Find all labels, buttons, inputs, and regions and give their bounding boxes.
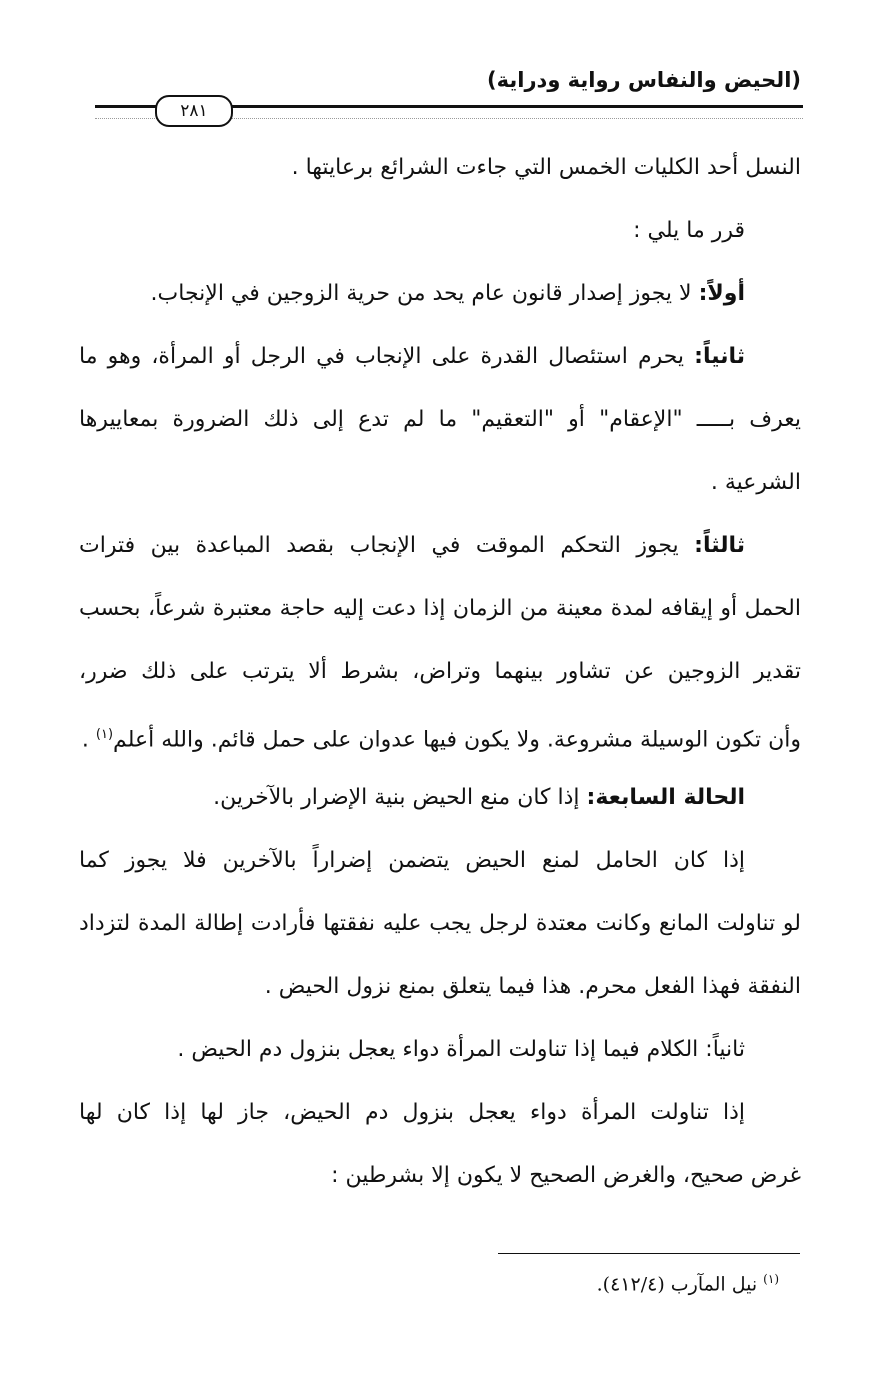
- item-label-first: أولاً:: [698, 281, 745, 306]
- item-label-second: ثانياً:: [694, 344, 745, 369]
- text-line-5: يعرف بـــــ "الإعقام" أو "التعقيم" ما لم تدع إلى ذلك الضرورة بمعاييرها: [79, 407, 801, 432]
- text-line-1: النسل أحد الكليات الخمس التي جاءت الشرائع برعايتها .: [291, 155, 801, 180]
- text-line-11: الحالة السابعة: إذا كان منع الحيض بنية الإضرار بالآخرين.: [213, 785, 745, 810]
- body-text: [79, 140, 801, 1211]
- text-line-2: قرر ما يلي :: [633, 218, 745, 243]
- text-line-16: إذا تناولت المرأة دواء يعجل بنزول دم الحيض، جاز لها إذا كان لها: [79, 1100, 745, 1125]
- text-line-15: ثانياً: الكلام فيما إذا تناولت المرأة دواء يعجل بنزول دم الحيض .: [177, 1037, 745, 1062]
- footnote-separator: [498, 1253, 800, 1254]
- footnote-marker: (١): [763, 1272, 779, 1286]
- text-line-14: النفقة فهذا الفعل محرم. هذا فيما يتعلق بمنع نزول الحيض .: [264, 974, 801, 999]
- text-line-10: وأن تكون الوسيلة مشروعة. ولا يكون فيها عدوان على حمل قائم. والله أعلم$^{(١)}$ .: [81, 727, 801, 753]
- text-line-13: لو تناولت المانع وكانت معتدة لرجل يجب عليه نفقتها فأرادت إطالة المدة لتزداد: [79, 911, 801, 936]
- text-line-7: ثالثاً: يجوز التحكم الموقت في الإنجاب بقصد المباعدة بين فترات: [79, 533, 745, 558]
- text-line-12: إذا كان الحامل لمنع الحيض يتضمن إضراراً بالآخرين فلا يجوز كما: [79, 848, 745, 873]
- item-label-third: ثالثاً:: [694, 533, 745, 558]
- footnote: [597, 1272, 779, 1295]
- running-header-title: (الحيض والنفاس رواية ودراية): [487, 68, 801, 92]
- page-number-badge: ٢٨١: [155, 95, 233, 127]
- text-line-3: أولاً: لا يجوز إصدار قانون عام يحد من حرية الزوجين في الإنجاب.: [150, 281, 745, 306]
- text-line-8: الحمل أو إيقافه لمدة معينة من الزمان إذا دعت إليه حاجة معتبرة شرعاً، بحسب: [79, 596, 801, 621]
- text-line-4: ثانياً: يحرم استئصال القدرة على الإنجاب في الرجل أو المرأة، وهو ما: [79, 344, 745, 369]
- text-line-6: الشرعية .: [710, 470, 801, 495]
- text-line-9: تقدير الزوجين عن تشاور بينهما وتراض، بشرط ألا يترتب على ذلك ضرر،: [79, 659, 801, 684]
- case-label-seventh: الحالة السابعة:: [586, 785, 745, 810]
- footnote-ref: (١): [95, 727, 114, 742]
- footnote-text: نيل المآرب (٤١٢/٤).: [596, 1273, 764, 1296]
- text-line-17: غرض صحيح، والغرض الصحيح لا يكون إلا بشرطين :: [331, 1163, 801, 1188]
